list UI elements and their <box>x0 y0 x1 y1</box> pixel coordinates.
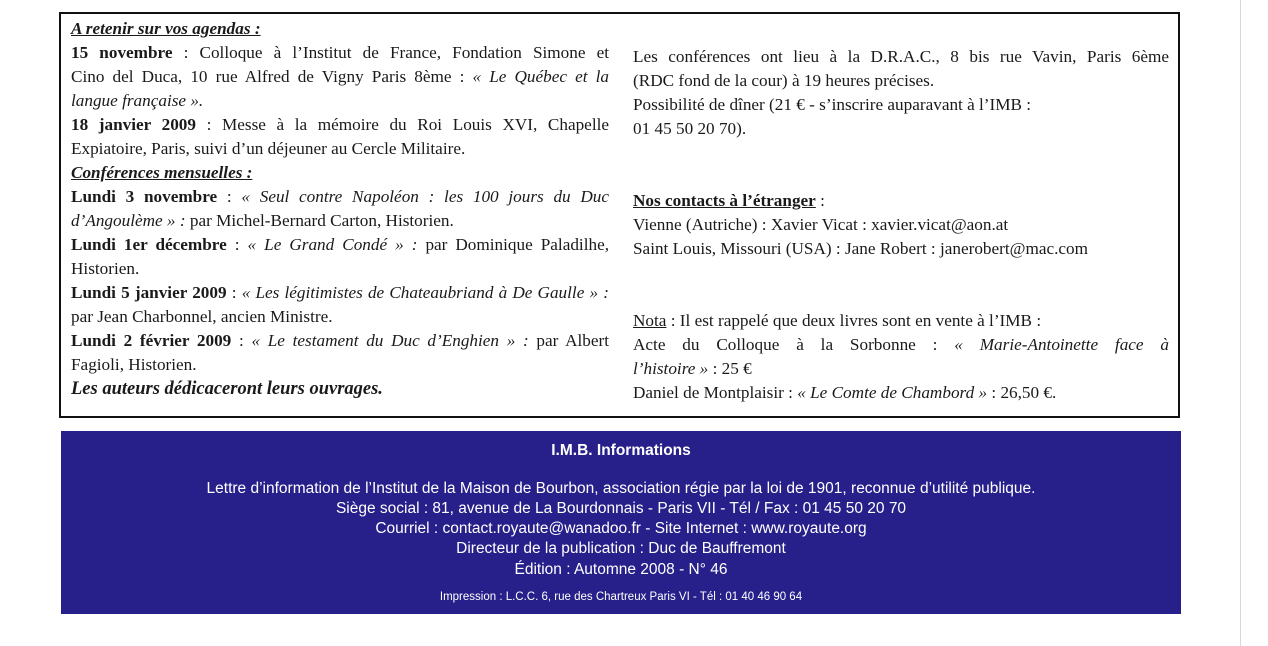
contacts-heading: Nos contacts à l’étranger <box>633 191 816 210</box>
conferences-heading: Conférences mensuelles : <box>71 163 253 182</box>
banner-title: I.M.B. Informations <box>551 442 691 459</box>
book-2-text: Daniel de Montplaisir : <box>633 383 798 402</box>
agenda-1-text-2: Cino del Duca, 10 rue Alfred de Vigny Paris 8ème : <box>71 67 473 86</box>
contacts-colon: : <box>815 191 825 210</box>
conf-1-title: « Seul contre Napoléon : les 100 jours du Duc <box>241 187 609 206</box>
conf-2-speaker-end: Historien. <box>71 259 140 278</box>
left-column <box>71 17 609 401</box>
conf-1-speaker: par Michel-Bernard Carton, Historien. <box>185 211 454 230</box>
conf-2-date: Lundi 1er décembre <box>71 235 227 254</box>
banner-description: Lettre d’information de l’Institut de la Maison de Bourbon, association régie par la loi de 1901, reconnue d’utilité publique. <box>206 480 1036 497</box>
book-1-price: : 25 € <box>708 359 752 378</box>
right-column <box>633 45 1169 405</box>
conf-2-speaker: par Dominique Paladilhe, <box>417 235 609 254</box>
agenda-1-text: : Colloque à l’Institut de France, Fondation Simone et <box>172 43 609 62</box>
agenda-1-title: « Le Québec et la <box>472 67 609 86</box>
conf-4-speaker: par Albert <box>528 331 610 350</box>
spacer <box>633 285 1169 309</box>
conference-2 <box>71 233 609 281</box>
book-2-title: « Le Comte de Chambord » <box>797 383 988 402</box>
nota-text: : Il est rappelé que deux livres sont en vente à l’IMB : <box>666 311 1042 330</box>
conf-4-date: Lundi 2 février 2009 <box>71 331 232 350</box>
agenda-2-date: 18 janvier 2009 <box>71 115 196 134</box>
conf-4-speaker-end: Fagioli, Historien. <box>71 355 197 374</box>
agenda-item-2 <box>71 113 609 161</box>
contact-vienna: Vienne (Autriche) : Xavier Vicat : xavier.vicat@aon.at <box>633 215 1009 234</box>
conf-4-title: « Le testament du Duc d’Enghien » : <box>251 331 529 350</box>
agenda-2-text: : Messe à la mémoire du Roi Louis XVI, Chapelle <box>195 115 609 134</box>
spacer <box>633 141 1169 165</box>
venue-line-2: (RDC fond de la cour) à 19 heures précises. <box>633 71 935 90</box>
conf-2-sep: : <box>226 235 248 254</box>
page-edge-divider <box>1240 0 1241 646</box>
conf-3-sep: : <box>226 283 242 302</box>
conf-2-title: « Le Grand Condé » : <box>247 235 418 254</box>
agenda-heading: A retenir sur vos agendas : <box>71 19 261 38</box>
nota-label: Nota <box>633 311 667 330</box>
conf-1-sep: : <box>217 187 242 206</box>
conference-1 <box>71 185 609 233</box>
venue-line-1: Les conférences ont lieu à la D.R.A.C., 8 bis rue Vavin, Paris 6ème <box>633 47 1169 66</box>
imb-info-banner <box>61 431 1181 614</box>
conf-3-date: Lundi 5 janvier 2009 <box>71 283 227 302</box>
book-1-title-end: l’histoire » <box>633 359 709 378</box>
dinner-line-1: Possibilité de dîner (21 € - s’inscrire auparavant à l’IMB : <box>633 95 1032 114</box>
conf-1-title-end: d’Angoulème » : <box>71 211 186 230</box>
spacer <box>633 165 1169 189</box>
book-1-text: Acte du Colloque à la Sorbonne : <box>633 335 955 354</box>
agenda-item-1 <box>71 41 609 113</box>
banner-contact: Courriel : contact.royaute@wanadoo.fr - Site Internet : www.royaute.org <box>375 520 867 537</box>
conference-4 <box>71 329 609 377</box>
banner-printer: Impression : L.C.C. 6, rue des Chartreux Paris VI - Tél : 01 40 46 90 64 <box>439 591 803 603</box>
dinner-line-2: 01 45 50 20 70). <box>633 119 747 138</box>
conference-3 <box>71 281 609 329</box>
agenda-2-text-2: Expiatoire, Paris, suivi d’un déjeuner au Cercle Militaire. <box>71 139 466 158</box>
conf-3-title: « Les légitimistes de Chateaubriand à De Gaulle » : <box>241 283 609 302</box>
banner-address: Siège social : 81, avenue de La Bourdonnais - Paris VII - Tél / Fax : 01 45 50 20 70 <box>335 500 907 517</box>
conf-3-speaker: par Jean Charbonnel, ancien Ministre. <box>71 307 333 326</box>
agenda-1-date: 15 novembre <box>71 43 173 62</box>
book-2-price: : 26,50 €. <box>987 383 1057 402</box>
banner-director: Directeur de la publication : Duc de Bauffremont <box>456 540 786 557</box>
banner-edition: Édition : Automne 2008 - N° 46 <box>514 561 728 578</box>
spacer <box>633 261 1169 285</box>
conf-4-sep: : <box>231 331 252 350</box>
conf-1-date: Lundi 3 novembre <box>71 187 218 206</box>
agenda-1-title-end: langue française ». <box>71 91 204 110</box>
authors-note: Les auteurs dédicaceront leurs ouvrages. <box>71 379 383 399</box>
book-1-title: « Marie-Antoinette face à <box>954 335 1170 354</box>
contact-saint-louis: Saint Louis, Missouri (USA) : Jane Robert : janerobert@mac.com <box>633 239 1088 258</box>
